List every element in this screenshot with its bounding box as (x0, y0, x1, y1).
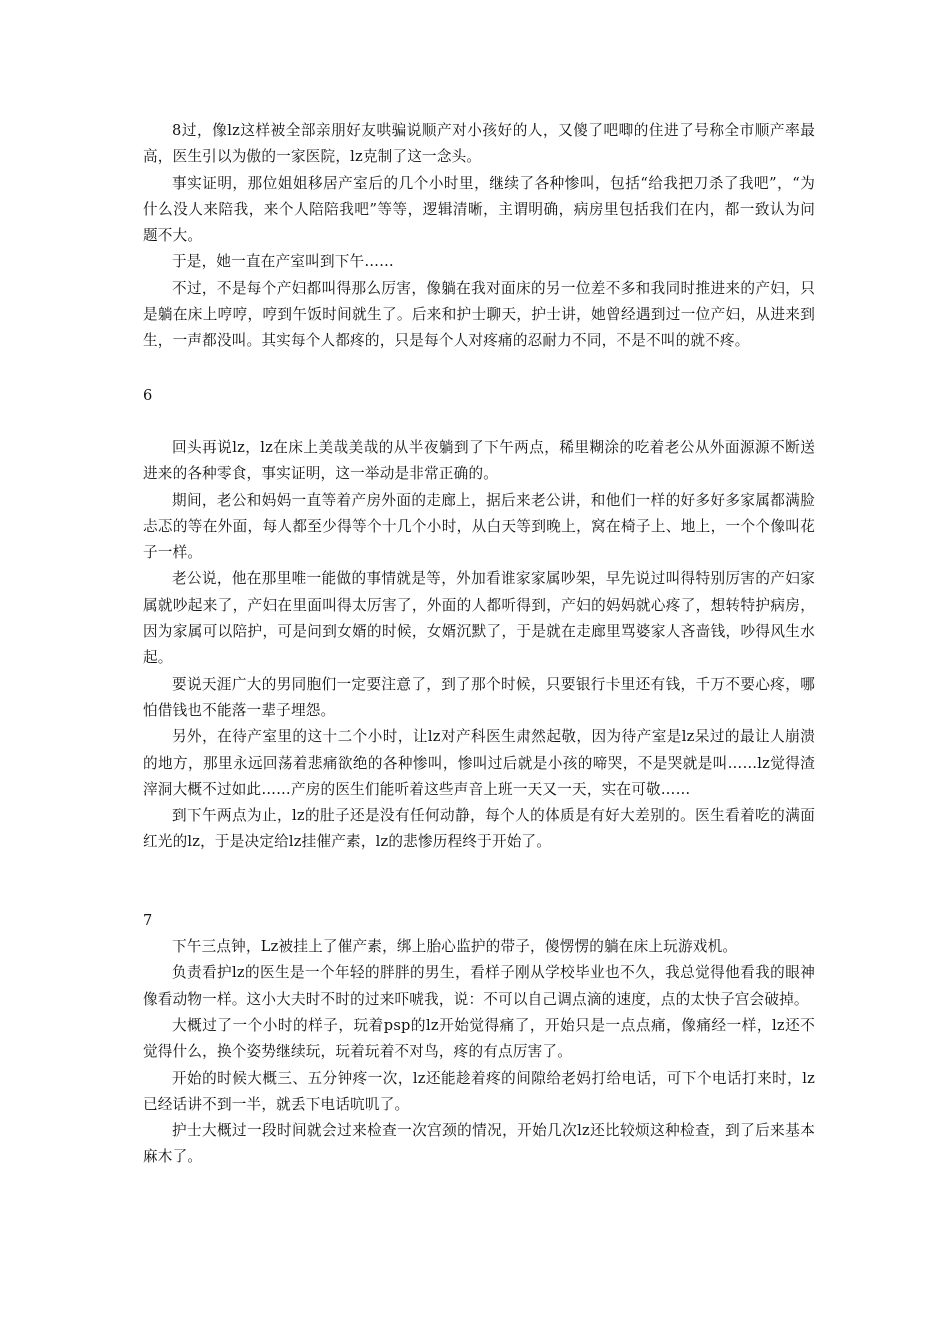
document-page (143, 118, 815, 1171)
paragraph: 开始的时候大概三、五分钟疼一次，lz还能趁着疼的间隙给老妈打给电话，可下个电话打来时，lz已经话讲不到一半，就丢下电话吭叽了。 (143, 1069, 815, 1113)
paragraph: 负责看护lz的医生是一个年轻的胖胖的男生，看样子刚从学校毕业也不久，我总觉得他看我的眼神像看动物一样。这小大夫时不时的过来吓唬我，说：不可以自己调点滴的速度，点的太快子宫会破掉。 (143, 964, 815, 1008)
paragraph: 大概过了一个小时的样子，玩着psp的lz开始觉得痛了，开始只是一点点痛，像痛经一样，lz还不觉得什么，换个姿势继续玩，玩着玩着不对鸟，疼的有点厉害了。 (143, 1016, 815, 1061)
section-number: 6 (143, 386, 153, 404)
paragraph: 事实证明，那位姐姐移居产室后的几个小时里，继续了各种惨叫，包括“给我把刀杀了我吧”，“为什么没人来陪我，来个人陪陪我吧”等等，逻辑清晰，主谓明确，病房里包括我们在内，都一致认为问题不大。 (143, 174, 815, 245)
paragraph: 不过，不是每个产妇都叫得那么厉害，像躺在我对面床的另一位差不多和我同时推进来的产妇，只是躺在床上哼哼，哼到午饭时间就生了。后来和护士聊天，护士讲，她曾经遇到过一位产妇，从进来到生，一声都没叫。其实每个人都疼的，只是每个人对疼痛的忍耐力不同，不是不叫的就不疼。 (143, 279, 815, 350)
section-6 (143, 383, 815, 856)
paragraph: 下午三点钟，Lz被挂上了催产素，绑上胎心监护的带子，傻愣愣的躺在床上玩游戏机。 (172, 938, 738, 956)
paragraph: 到下午两点为止，lz的肚子还是没有任何动静，每个人的体质是有好大差别的。医生看着吃的满面红光的lz，于是决定给lz挂催产素，lz的悲惨历程终于开始了。 (143, 807, 815, 851)
paragraph: 于是，她一直在产室叫到下午…… (172, 253, 394, 271)
paragraph: 期间，老公和妈妈一直等着产房外面的走廊上，据后来老公讲，和他们一样的好多好多家属都满脸忐忑的等在外面，每人都至少得等个十几个小时，从白天等到晚上，窝在椅子上、地上，一个个像叫花子一样。 (143, 491, 815, 562)
paragraph: 护士大概过一段时间就会过来检查一次宫颈的情况，开始几次lz还比较烦这种检查，到了后来基本麻木了。 (143, 1122, 815, 1166)
paragraph: 8过，像lz这样被全部亲朋好友哄骗说顺产对小孩好的人，又傻了吧唧的住进了号称全市顺产率最高，医生引以为傲的一家医院，lz克制了这一念头。 (143, 122, 815, 166)
section-number: 7 (143, 911, 153, 929)
paragraph: 要说天涯广大的男同胞们一定要注意了，到了那个时候，只要银行卡里还有钱，千万不要心疼，哪怕借钱也不能落一辈子埋怨。 (143, 675, 815, 719)
section-7 (143, 908, 815, 1171)
paragraph: 另外，在待产室里的这十二个小时，让lz对产科医生肃然起敬，因为待产室是lz呆过的最让人崩溃的地方，那里永远回荡着悲痛欲绝的各种惨叫，惨叫过后就是小孩的啼哭，不是哭就是叫……lz觉得渣滓洞大概不过如此……产房的医生们能听着这些声音上班一天又一天，实在可敬…… (143, 728, 815, 798)
paragraph: 回头再说lz，lz在床上美哉美哉的从半夜躺到了下午两点，稀里糊涂的吃着老公从外面源源不断送进来的各种零食，事实证明，这一举动是非常正确的。 (143, 438, 815, 483)
paragraph: 老公说，他在那里唯一能做的事情就是等，外加看谁家家属吵架，早先说过叫得特别厉害的产妇家属就吵起来了，产妇在里面叫得太厉害了，外面的人都听得到，产妇的妈妈就心疼了，想转特护病房，因为家属可以陪护，可是问到女婿的时候，女婿沉默了，于是就在走廊里骂婆家人吝啬钱，吵得风生水起。 (143, 570, 815, 667)
section-8-continuation (143, 118, 815, 355)
